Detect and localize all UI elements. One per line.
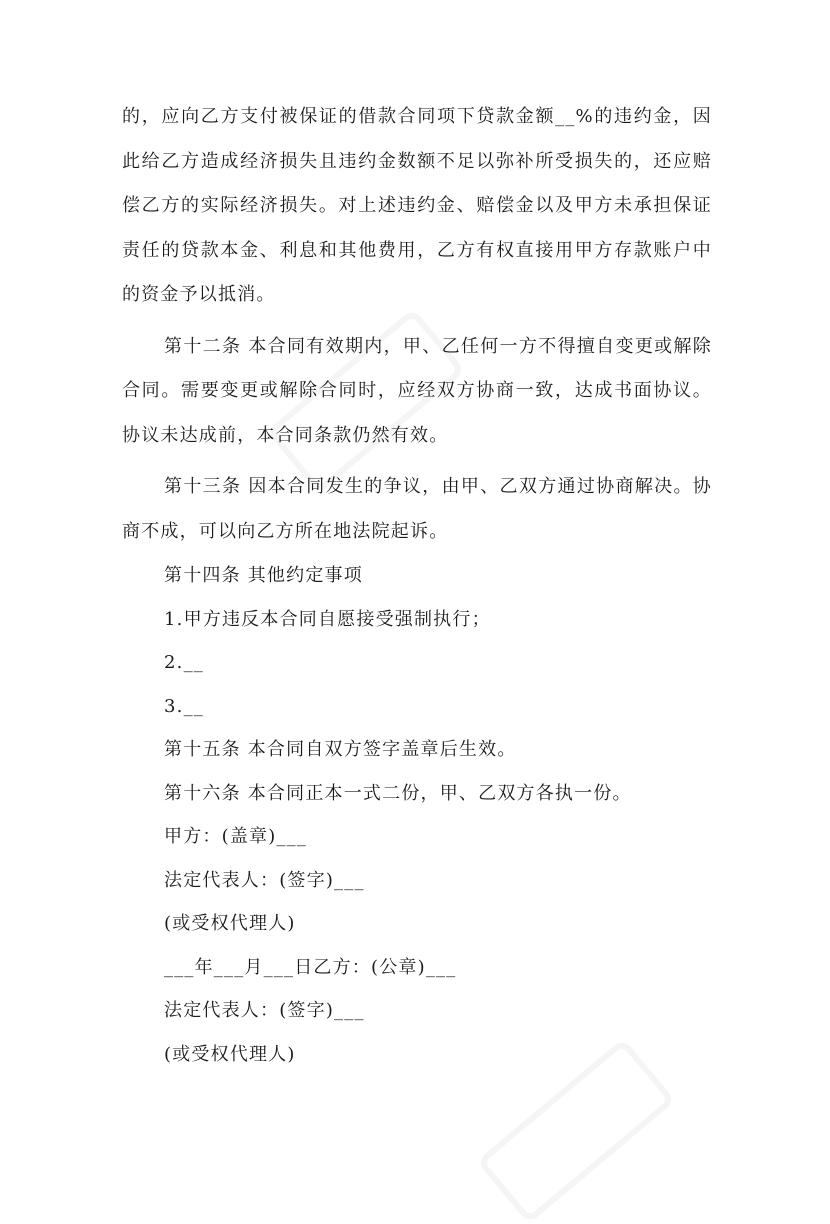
clause-14-item-3: 3.__ <box>164 695 204 717</box>
party-a-seal: 甲方：(盖章)___ <box>164 826 308 847</box>
party-a-representative: 法定代表人：(签字)___ <box>164 869 365 891</box>
document-body <box>122 95 712 1076</box>
party-b-agent: (或受权代理人) <box>164 1043 296 1065</box>
clause-14-item-2: 2.__ <box>164 652 204 673</box>
clause-15: 第十五条 本合同自双方签字盖章后生效。 <box>164 739 517 760</box>
party-b-representative: 法定代表人：(签字)___ <box>164 1000 365 1021</box>
clause-16: 第十六条 本合同正本一式二份，甲、乙双方各执一份。 <box>164 782 632 804</box>
clause-14-item-1: 1.甲方违反本合同自愿接受强制执行； <box>164 608 491 630</box>
clause-14-heading: 第十四条 其他约定事项 <box>164 565 363 586</box>
clause-13: 第十三条 因本合同发生的争议，由甲、乙双方通过协商解决。协商不成，可以向乙方所在地法院起诉。 <box>122 476 712 542</box>
party-a-agent: (或受权代理人) <box>164 913 296 934</box>
date-and-party-b-seal: ___年___月___日乙方：(公章)___ <box>164 956 457 978</box>
clause-12: 第十二条 本合同有效期内，甲、乙任何一方不得擅自变更或解除合同。需要变更或解除合同时，应经双方协商一致，达成书面协议。协议未达成前，本合同条款仍然有效。 <box>122 335 712 446</box>
paragraph-continuation: 的，应向乙方支付被保证的借款合同项下贷款金额__%的违约金，因此给乙方造成经济损失且违约金数额不足以弥补所受损失的，还应赔偿乙方的实际经济损失。对上述违约金、赔偿金以及甲方未承担保证责任的贷款本金、利息和其他费用，乙方有权直接用甲方存款账户中的资金予以抵消。 <box>122 106 712 305</box>
